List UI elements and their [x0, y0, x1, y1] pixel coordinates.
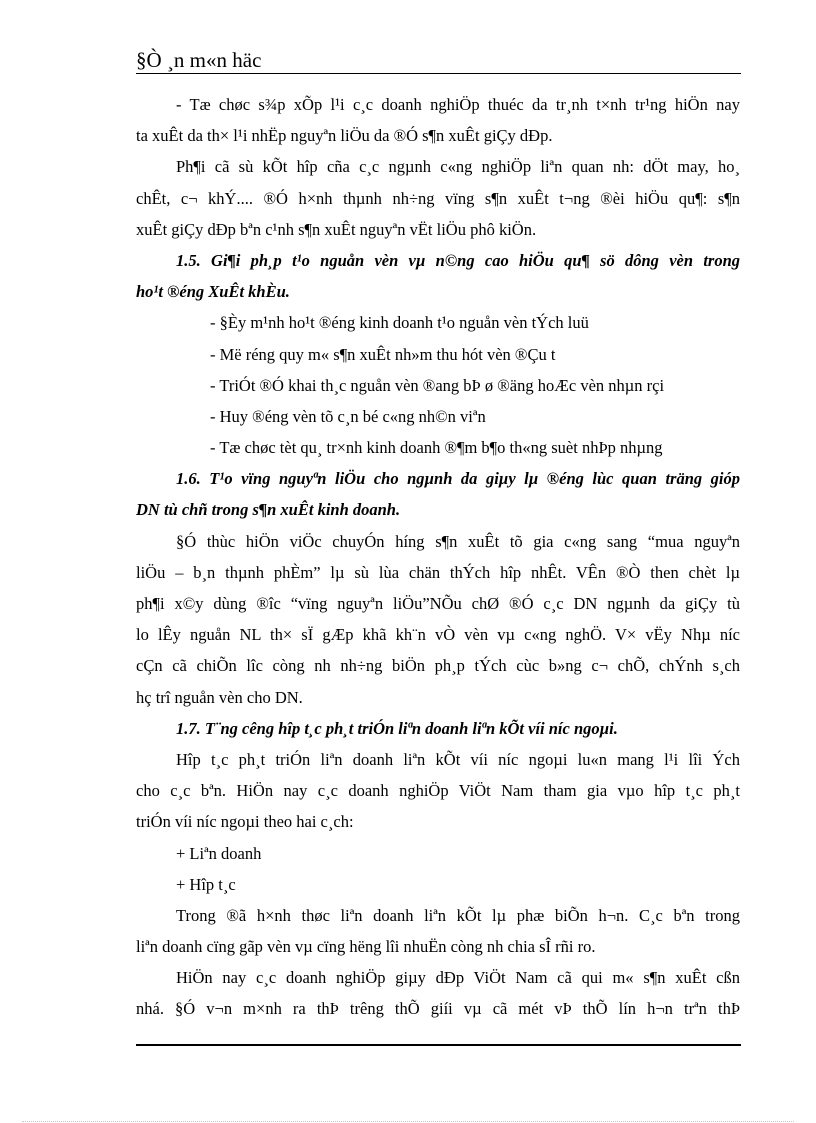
- paragraph-line: triÓn víi níc ngoµi theo hai c¸ch:: [136, 812, 354, 832]
- paragraph-line: xuÊt giÇy dÐp bªn c¹nh s¶n xuÊt nguyªn vËt liÖu phô kiÖn.: [136, 219, 537, 239]
- paragraph-line: hç trî nguån vèn cho DN.: [136, 687, 303, 707]
- paragraph-line: lo lÊy nguån NL th× sÏ gÆp khã kh¨n vÒ vèn vµ c«ng nghÖ. V× vËy Nhµ níc: [136, 625, 740, 645]
- list-item: + Liªn doanh: [176, 843, 262, 863]
- document-header-title: §Ò ¸n m«n häc: [136, 48, 262, 72]
- paragraph-line: ta xuÊt da th× l¹i nhËp nguyªn liÖu da ®Ó s¶n xuÊt giÇy dÐp.: [136, 126, 553, 146]
- section-heading-1-6: 1.6. T¹o vïng nguyªn liÖu cho ngµnh da giµy lµ ®éng lùc quan träng gióp: [176, 469, 740, 489]
- list-item: + Hîp t¸c: [176, 874, 236, 894]
- paragraph-line: cho c¸c bªn. HiÖn nay c¸c doanh nghiÖp ViÖt Nam tham gia vµo hîp t¸c ph¸t: [136, 781, 740, 801]
- document-body: [136, 92, 740, 1028]
- section-heading-1-5-cont: ho¹t ®éng XuÊt khÈu.: [136, 282, 290, 302]
- header-divider: [136, 73, 741, 74]
- bullet-item: - Tæ chøc tèt qu¸ tr×nh kinh doanh ®¶m b¶o th«ng suèt nhÞp nhµng: [210, 438, 663, 458]
- paragraph-line: Hîp t¸c ph¸t triÓn liªn doanh liªn kÕt víi níc ngoµi lu«n mang l¹i lîi Ých: [176, 749, 740, 769]
- page-boundary: [22, 1121, 794, 1122]
- section-heading-1-7: 1.7. T¨ng cêng hîp t¸c ph¸t triÓn liªn doanh liªn kÕt víi níc ngoµi.: [176, 718, 618, 738]
- bullet-item: - §Èy m¹nh ho¹t ®éng kinh doanh t¹o nguån vèn tÝch luü: [210, 313, 589, 333]
- bullet-item: - TriÓt ®Ó khai th¸c nguån vèn ®ang bÞ ø ®äng hoÆc vèn nhµn rçi: [210, 375, 665, 395]
- bullet-item: - Huy ®éng vèn tõ c¸n bé c«ng nh©n viªn: [210, 406, 486, 426]
- paragraph-line: liªn doanh cïng gãp vèn vµ cïng hëng lîi nhuËn còng nh chia sÎ rñi ro.: [136, 937, 596, 957]
- section-heading-1-5: 1.5. Gi¶i ph¸p t¹o nguån vèn vµ n©ng cao hiÖu qu¶ sö dông vèn trong: [176, 250, 740, 270]
- paragraph-line: Ph¶i cã sù kÕt hîp cña c¸c ngµnh c«ng nghiÖp liªn quan nh: dÖt may, ho¸: [176, 157, 740, 177]
- paragraph-line: - Tæ chøc s¾p xÕp l¹i c¸c doanh nghiÖp thuéc da tr¸nh t×nh tr¹ng hiÖn nay: [176, 95, 740, 114]
- paragraph-line: nhá. §Ó v¬n m×nh ra thÞ trêng thÕ giíi vµ cã mét vÞ thÕ lín h¬n trªn thÞ: [136, 999, 740, 1019]
- paragraph-line: Trong ®ã h×nh thøc liªn doanh liªn kÕt lµ phæ biÕn h¬n. C¸c bªn trong: [176, 905, 740, 925]
- bullet-item: - Më réng quy m« s¶n xuÊt nh»m thu hót vèn ®Çu t: [210, 344, 556, 364]
- paragraph-line: HiÖn nay c¸c doanh nghiÖp giµy dÐp ViÖt Nam cã qui m« s¶n xuÊt cßn: [176, 968, 740, 988]
- paragraph-line: §Ó thùc hiÖn viÖc chuyÓn híng s¶n xuÊt tõ gia c«ng sang “mua nguyªn: [176, 531, 740, 551]
- footer-divider: [136, 1044, 741, 1046]
- paragraph-line: cÇn cã chiÕn lîc còng nh nh÷ng biÖn ph¸p tÝch cùc b»ng c¬ chÕ, chÝnh s¸ch: [136, 656, 740, 676]
- section-heading-1-6-cont: DN tù chñ trong s¶n xuÊt kinh doanh.: [136, 500, 401, 520]
- paragraph-line: chÊt, c¬ khÝ.... ®Ó h×nh thµnh nh÷ng vïng s¶n xuÊt t¬ng ®èi hiÖu qu¶: s¶n: [136, 188, 740, 208]
- paragraph-line: ph¶i x©y dùng ®îc “vïng nguyªn liÖu”NÕu chØ ®Ó c¸c DN ngµnh da giÇy tù: [136, 594, 740, 613]
- paragraph-line: liÖu – b¸n thµnh phÈm” lµ sù lùa chän thÝch hîp nhÊt. VÊn ®Ò then chèt lµ: [136, 562, 740, 582]
